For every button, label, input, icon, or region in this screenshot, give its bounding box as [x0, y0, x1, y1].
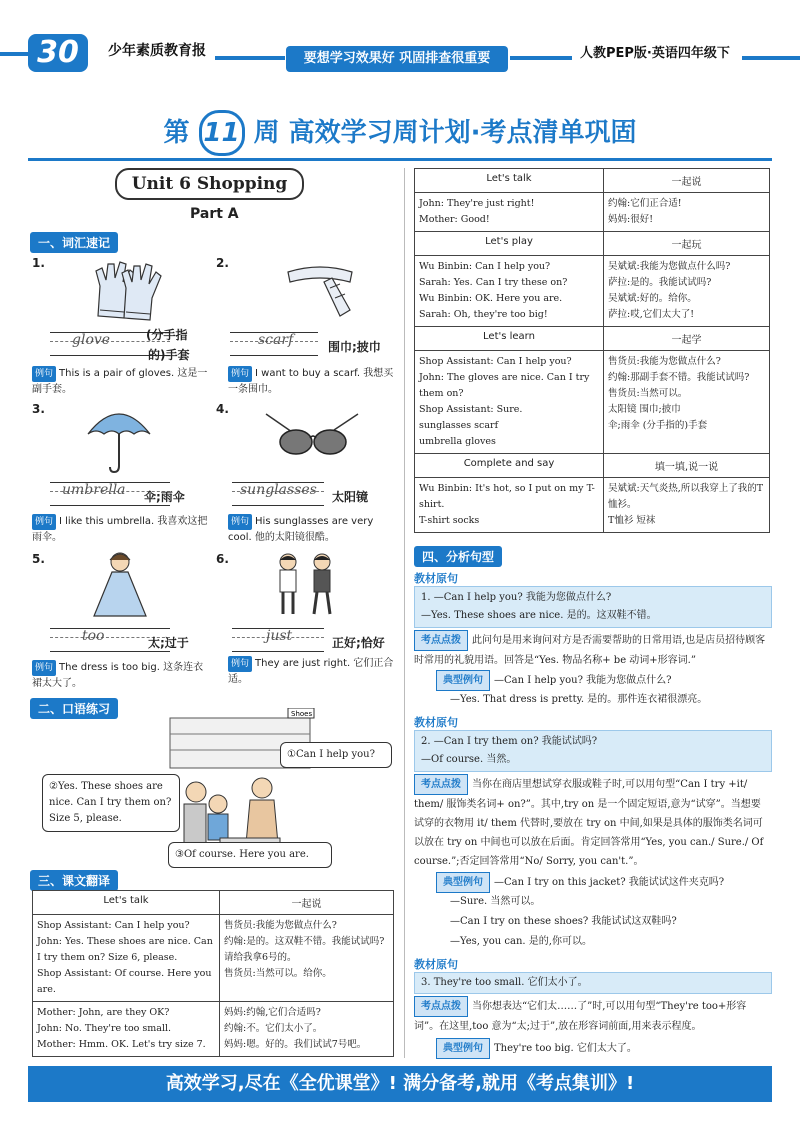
vocab-word-1: glove: [72, 332, 111, 348]
key-point-3: [414, 996, 770, 1036]
dialogue-line: 售货员:我能为您做点什么?: [224, 920, 337, 931]
table-cell-en: [415, 193, 604, 232]
vocab-example-6: [228, 656, 398, 688]
translation-table-left: [32, 890, 394, 1057]
dialogue-line: Wu Binbin: Can I help you?: [419, 261, 551, 272]
vocab-section-label: 一、词汇速记: [30, 232, 118, 253]
analysis-section-label: 四、分析句型: [414, 546, 502, 567]
unit-title: Unit 6 Shopping: [115, 168, 304, 200]
source-sentence-3: 3. They're too small. 它们太小了。: [421, 977, 588, 988]
table-header-zh: 一起说: [220, 891, 394, 915]
sunglasses-icon: [262, 410, 362, 460]
source-sentence-label-1: 教材原句: [414, 572, 458, 585]
example-text: They are just right. 它们正合适。: [228, 658, 394, 685]
dialogue-line: 妈妈:嗯。好的。我们试试7号吧。: [224, 1039, 367, 1050]
example-text: I like this umbrella. 我喜欢这把雨伞。: [32, 516, 208, 543]
table-header-en: Let's talk: [33, 891, 220, 915]
typical-example-2: [436, 872, 770, 893]
header-rule-right: [742, 56, 800, 60]
vocab-meaning-4: 太阳镜: [332, 490, 369, 504]
dialogue-line: 妈妈:约翰,它们合适吗?: [224, 1007, 321, 1018]
dialogue-line: 吴斌斌:我能为您做点什么吗?: [608, 261, 731, 272]
vocab-num-4: 4.: [216, 402, 229, 416]
dialogue-line: 萨拉:是的。我能试试吗?: [608, 277, 712, 288]
vocab-example-3: [32, 514, 212, 546]
vocab-meaning-1b: 的)手套: [148, 348, 190, 362]
part-label: Part A: [190, 206, 239, 222]
key-point-text: 当你在商店里想试穿衣服或鞋子时,可以用句型“Can I try +it/ them/ 服饰类名词+ on?”。其中,try on 是一个固定短语,意为“试穿”。当想要试穿的衣物用 it/ them 代替时,要放在 try on 中间,如果是具体的服饰类名词可以放在 try on 中间也可以放在后面。肯定回答常用“Yes, you can./ Sure./ Of course.”;否定回答常用“No/ Sorry, you can't.”。: [414, 779, 764, 867]
vocab-num-2: 2.: [216, 256, 229, 270]
example-tag: 例句: [32, 660, 56, 676]
vocab-word-6: just: [266, 628, 293, 644]
vocab-word-5: too: [82, 628, 105, 644]
week-suffix: 周: [253, 118, 280, 148]
vocab-word-4: sunglasses: [240, 482, 317, 498]
typical-example-1b: —Yes. That dress is pretty. 是的。那件连衣裙很漂亮。: [450, 694, 708, 705]
dialogue-line: Shop Assistant: Of course. Here you are.: [37, 968, 212, 995]
example-tag: 例句: [228, 656, 252, 672]
vocab-meaning-5: 太;过于: [148, 636, 189, 650]
dialogue-line: Sarah: Yes. Can I try these on?: [419, 277, 568, 288]
source-sentence-1a: 1. —Can I help you? 我能为您做点什么?: [421, 592, 612, 603]
table-cell-en: [33, 915, 220, 1002]
table-header-en: Complete and say: [415, 454, 604, 478]
table-header-zh: 一起玩: [604, 232, 770, 256]
dialogue-line: John: Yes. These shoes are nice. Can I try them on? Size 6, please.: [37, 936, 213, 963]
table-header-en: Let's play: [415, 232, 604, 256]
dialogue-line: Mother: Good!: [419, 214, 490, 225]
source-sentence-2b: —Of course. 当然。: [421, 754, 517, 765]
translate-section-label: 三、课文翻译: [30, 870, 118, 891]
table-cell-en: [415, 256, 604, 327]
typical-example-2c: —Can I try on these shoes? 我能试试这双鞋吗?: [450, 916, 677, 927]
source-sentence-label-2: 教材原句: [414, 716, 458, 729]
typical-example-2d: —Yes, you can. 是的,你可以。: [450, 936, 592, 947]
table-header-zh: 一起学: [604, 327, 770, 351]
source-sentence-box-1: [414, 586, 772, 628]
table-cell-zh: [220, 915, 394, 1002]
vocab-meaning-2: 围巾;披巾: [328, 340, 381, 354]
dialogue-line: sunglasses scarf: [419, 420, 499, 431]
dialogue-line: 售货员:当然可以。给你。: [224, 968, 332, 979]
dialogue-line: umbrella gloves: [419, 436, 496, 447]
dialogue-line: 约翰:它们正合适!: [608, 198, 682, 209]
example-tag: 例句: [228, 514, 252, 530]
dialogue-line: 太阳镜 围巾;披巾: [608, 404, 681, 415]
dialogue-line: Sarah: Oh, they're too big!: [419, 309, 548, 320]
dialogue-line: 吴斌斌:好的。给你。: [608, 293, 697, 304]
title-divider: [28, 158, 772, 161]
example-text: They're too big. 它们太大了。: [494, 1043, 637, 1054]
edition-label: 人教PEP版·英语四年级下: [580, 46, 730, 61]
vocab-meaning-6: 正好;恰好: [332, 636, 385, 650]
table-cell-en: [33, 1002, 220, 1057]
header-rule-left: [0, 52, 28, 56]
example-text: —Can I try on this jacket? 我能试试这件夹克吗?: [494, 877, 725, 888]
typical-example-2b: —Sure. 当然可以。: [450, 896, 541, 907]
shoes-sign-text: Shoes: [291, 710, 313, 718]
typical-example-3: [436, 1038, 770, 1059]
vocab-meaning-1a: (分手指: [146, 328, 188, 342]
paper-name: 少年素质教育报: [108, 43, 206, 59]
example-tag: 例句: [32, 514, 56, 530]
table-cell-zh: [604, 256, 770, 327]
dialogue-line: Shop Assistant: Can I help you?: [419, 356, 572, 367]
key-point-text: 此问句是用来询问对方是否需要帮助的日常用语,也是店员招待顾客时常用的礼貌用语。回答是“Yes. 物品名称+ be 动词+形容词.”: [414, 635, 766, 666]
source-sentence-1b: —Yes. These shoes are nice. 是的。这双鞋不错。: [421, 610, 657, 621]
key-point-1: [414, 630, 770, 670]
vocab-example-5: [32, 660, 212, 692]
dialogue-line: T-shirt socks: [419, 515, 480, 526]
dialogue-line: 萨拉:哎,它们太大了!: [608, 309, 695, 320]
typical-example-1: [436, 670, 770, 691]
vocab-num-3: 3.: [32, 402, 45, 416]
dialogue-line: John: The gloves are nice. Can I try them on?: [419, 372, 590, 399]
key-point-text: 当你想表达“它们太……了”时,可以用句型“They're too+形容词”。在这里,too 意为“太;过于”,放在形容词前面,用来表示程度。: [414, 1001, 747, 1032]
example-tag: 例句: [32, 366, 56, 382]
typical-example-tag: 典型例句: [436, 872, 490, 893]
dialogue-line: 约翰:那副手套不错。我能试试吗?: [608, 372, 750, 383]
gloves-icon: [88, 256, 168, 326]
dialogue-line: Mother: John, are they OK?: [37, 1007, 170, 1018]
source-sentence-box-3: [414, 972, 772, 994]
vocab-word-3: umbrella: [62, 482, 126, 498]
week-main-title: 高效学习周计划·考点清单巩固: [288, 118, 637, 148]
translation-table-right: [414, 168, 770, 533]
header-slogan: 要想学习效果好 巩固排查很重要: [286, 46, 508, 72]
key-point-2: [414, 774, 770, 871]
footer-banner: 高效学习,尽在《全优课堂》! 满分备考,就用《考点集训》!: [28, 1066, 772, 1102]
dialogue-line: Mother: Hmm. OK. Let's try size 7.: [37, 1039, 206, 1050]
key-point-tag: 考点点拨: [414, 774, 468, 795]
table-cell-en: [415, 478, 604, 533]
vocab-example-4: [228, 514, 398, 546]
vocab-word-2: scarf: [258, 332, 294, 348]
table-header-zh: 填一填,说一说: [604, 454, 770, 478]
page-header: [0, 0, 800, 80]
dialogue-line: T恤衫 短袜: [608, 515, 656, 526]
example-text: I want to buy a scarf. 我想买一条围巾。: [228, 368, 394, 395]
week-title: [0, 110, 800, 156]
dialogue-line: 吴斌斌:天气炎热,所以我穿上了我的T恤衫。: [608, 483, 764, 510]
vocab-num-6: 6.: [216, 552, 229, 566]
dialogue-line: John: No. They're too small.: [37, 1023, 172, 1034]
table-cell-en: [415, 351, 604, 454]
speech-bubble-2: ②Yes. These shoes are nice. Can I try them on? Size 5, please.: [42, 774, 180, 832]
example-tag: 例句: [228, 366, 252, 382]
vocab-num-5: 5.: [32, 552, 45, 566]
header-rule-mid2: [510, 56, 572, 60]
dialogue-line: 伞;雨伞 (分手指的)手套: [608, 420, 708, 431]
two-boys-icon: [270, 552, 340, 620]
key-point-tag: 考点点拨: [414, 630, 468, 651]
table-cell-zh: [604, 351, 770, 454]
week-prefix: 第: [163, 118, 190, 148]
dialogue-line: 约翰:是的。这双鞋不错。我能试试吗?请给我拿6号的。: [224, 936, 385, 963]
dialogue-line: 售货员:当然可以。: [608, 388, 688, 399]
table-cell-zh: [604, 193, 770, 232]
table-header-en: Let's learn: [415, 327, 604, 351]
vocab-meaning-3: 伞;雨伞: [144, 490, 185, 504]
vocab-example-2: [228, 366, 398, 398]
table-cell-zh: [604, 478, 770, 533]
example-text: This is a pair of gloves. 这是一副手套。: [32, 368, 208, 395]
source-sentence-box-2: [414, 730, 772, 772]
source-sentence-2a: 2. —Can I try them on? 我能试试吗?: [421, 736, 598, 747]
dialogue-line: Wu Binbin: OK. Here you are.: [419, 293, 563, 304]
umbrella-icon: [84, 400, 154, 475]
table-header-en: Let's talk: [415, 169, 604, 193]
header-rule-mid: [215, 56, 285, 60]
vocab-example-1: [32, 366, 212, 398]
girl-in-big-dress-icon: [90, 550, 150, 620]
typical-example-tag: 典型例句: [436, 670, 490, 691]
example-text: His sunglasses are very cool. 他的太阳镜很酷。: [228, 516, 374, 543]
vocab-num-1: 1.: [32, 256, 45, 270]
page-number: 30: [28, 34, 88, 72]
dialogue-line: 妈妈:很好!: [608, 214, 654, 225]
source-sentence-label-3: 教材原句: [414, 958, 458, 971]
speech-bubble-3: ③Of course. Here you are.: [168, 842, 332, 868]
key-point-tag: 考点点拨: [414, 996, 468, 1017]
dialogue-line: Shop Assistant: Sure.: [419, 404, 523, 415]
example-text: The dress is too big. 这条连衣裙太大了。: [32, 662, 204, 689]
week-number: 11: [199, 110, 245, 156]
table-cell-zh: [220, 1002, 394, 1057]
dialogue-line: Wu Binbin: It's hot, so I put on my T-shirt.: [419, 483, 595, 510]
dialogue-line: John: They're just right!: [419, 198, 535, 209]
scarf-icon: [280, 262, 360, 322]
dialogue-line: Shop Assistant: Can I help you?: [37, 920, 190, 931]
column-divider: [404, 168, 405, 1058]
dialogue-line: 售货员:我能为您做点什么?: [608, 356, 721, 367]
dialogue-line: 约翰:不。它们太小了。: [224, 1023, 323, 1034]
example-text: —Can I help you? 我能为您做点什么?: [494, 675, 672, 686]
speech-bubble-1: ①Can I help you?: [280, 742, 392, 768]
typical-example-tag: 典型例句: [436, 1038, 490, 1059]
oral-section-label: 二、口语练习: [30, 698, 118, 719]
table-header-zh: 一起说: [604, 169, 770, 193]
